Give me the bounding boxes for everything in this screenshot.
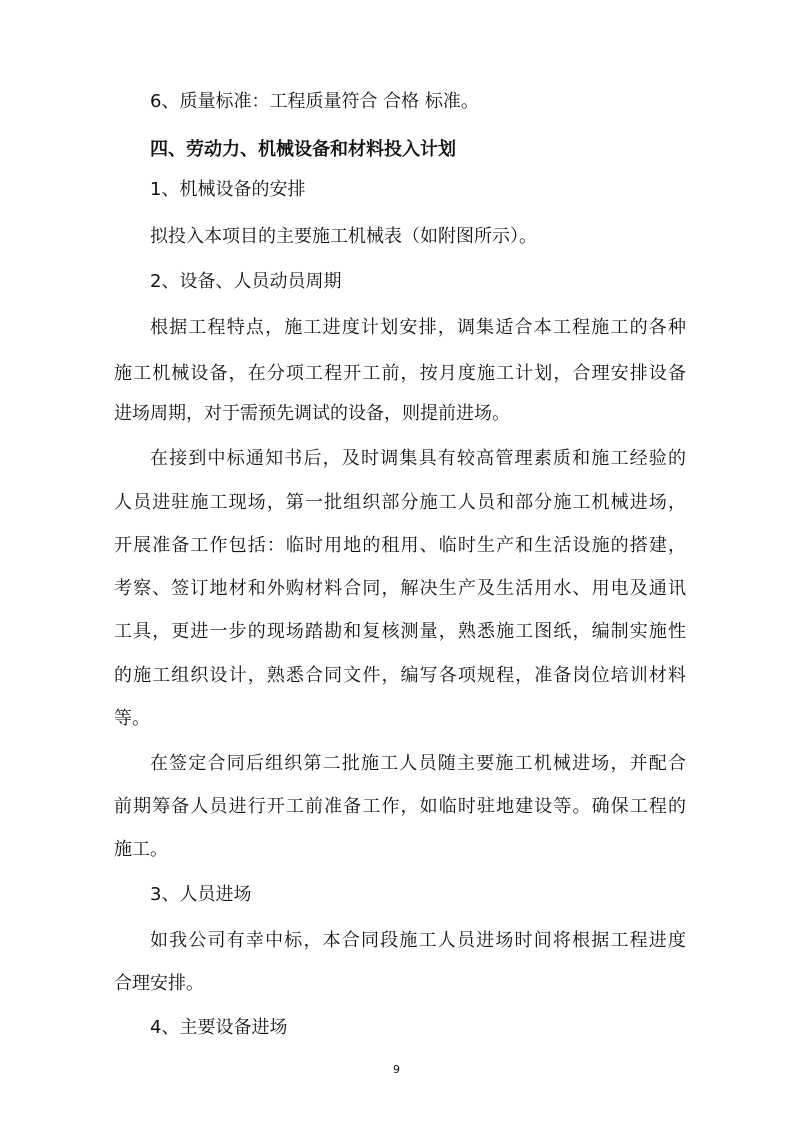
paragraph-line: 考察、签订地材和外购材料合同，解决生产及生活用水、用电及通讯: [114, 578, 686, 599]
paragraph-line: 在签定合同后组织第二批施工人员随主要施工机械进场，并配合: [150, 753, 686, 774]
section-heading-labor-equipment: 四、劳动力、机械设备和材料投入计划: [150, 139, 456, 160]
paragraph-line: 施工机械设备，在分项工程开工前，按月度施工计划，合理安排设备: [114, 363, 686, 384]
paragraph-line: 施工。: [114, 839, 168, 860]
paragraph-line: 进场周期，对于需预先调试的设备，则提前进场。: [114, 403, 510, 424]
paragraph-line: 人员进驻施工现场，第一批组织部分施工人员和部分施工机械进场，: [114, 492, 686, 513]
paragraph-line: 合理安排。: [114, 973, 204, 994]
paragraph-line: 如我公司有幸中标，本合同段施工人员进场时间将根据工程进度: [150, 930, 686, 951]
paragraph-line: 前期筹备人员进行开工前准备工作，如临时驻地建设等。确保工程的: [114, 796, 686, 817]
subheading-equipment-arrangement: 1、机械设备的安排: [150, 179, 306, 200]
paragraph-line: 等。: [114, 708, 150, 729]
subheading-mobilization-period: 2、设备、人员动员周期: [150, 271, 342, 292]
paragraph-line: 工具，更进一步的现场踏勘和复核测量，熟悉施工图纸，编制实施性: [114, 621, 686, 642]
paragraph-line: 在接到中标通知书后，及时调集具有较高管理素质和施工经验的: [150, 448, 686, 469]
quality-standard-line: 6、质量标准：工程质量符合 合格 标准。: [150, 91, 479, 112]
paragraph-line: 根据工程特点，施工进度计划安排，调集适合本工程施工的各种: [150, 317, 686, 338]
subheading-personnel-entry: 3、人员进场: [150, 884, 252, 905]
paragraph-line: 的施工组织设计，熟悉合同文件，编写各项规程，准备岗位培训材料: [114, 665, 686, 686]
paragraph-line: 拟投入本项目的主要施工机械表（如附图所示）。: [150, 226, 537, 247]
page-number: 9: [393, 1063, 400, 1076]
paragraph-line: 开展准备工作包括：临时用地的租用、临时生产和生活设施的搭建，: [114, 535, 686, 556]
subheading-equipment-entry: 4、主要设备进场: [150, 1017, 288, 1038]
